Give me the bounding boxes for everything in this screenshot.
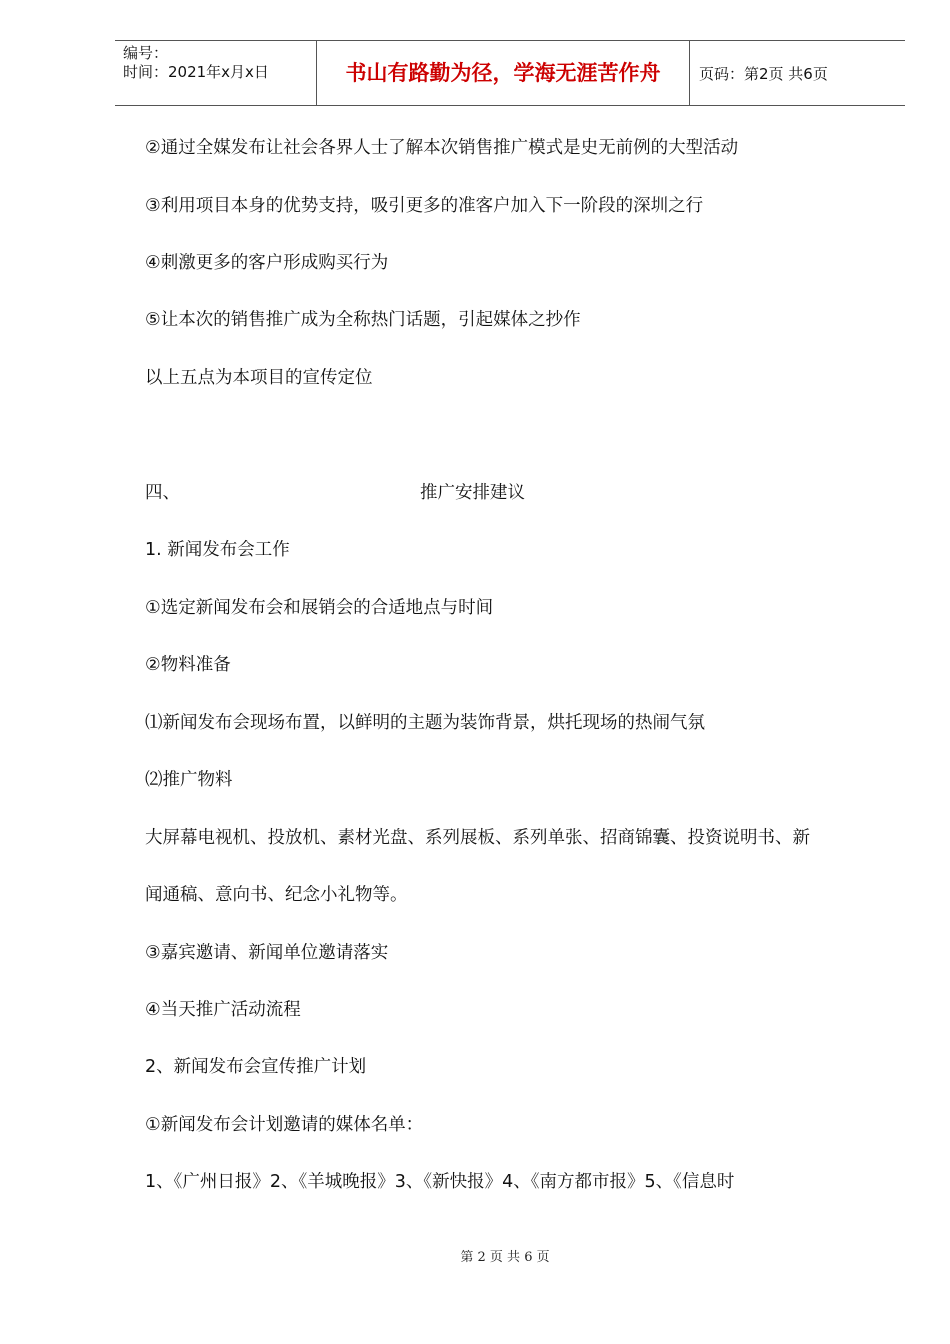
body-line: 以上五点为本项目的宣传定位 (145, 368, 373, 388)
header-page-info: 页码：第2页 共6页 (699, 65, 828, 83)
body-line: ⑵推广物料 (145, 770, 233, 790)
body-line: ③利用项目本身的优势支持，吸引更多的准客户加入下一阶段的深圳之行 (145, 196, 704, 216)
date-label: 时间：2021年x月x日 (123, 63, 269, 81)
page-header (115, 40, 905, 106)
body-line: ④刺激更多的客户形成购买行为 (145, 253, 389, 273)
page-footer: 第 2 页 共 6 页 (460, 1250, 550, 1265)
body-line: 大屏幕电视机、投放机、素材光盘、系列展板、系列单张、招商锦囊、投资说明书、新 (145, 828, 810, 848)
section-title: 推广安排建议 (420, 483, 525, 503)
body-line: ④当天推广活动流程 (145, 1000, 301, 1020)
subsection-heading: 2、新闻发布会宣传推广计划 (145, 1057, 367, 1077)
subsection-heading: 1. 新闻发布会工作 (145, 540, 290, 560)
header-meta (123, 44, 313, 82)
body-line: 1、《广州日报》2、《羊城晚报》3、《新快报》4、《南方都市报》5、《信息时 (145, 1172, 735, 1192)
serial-number-label: 编号： (123, 44, 169, 62)
body-line: ②物料准备 (145, 655, 231, 675)
body-line: ①选定新闻发布会和展销会的合适地点与时间 (145, 598, 494, 618)
body-line: 闻通稿、意向书、纪念小礼物等。 (145, 885, 408, 905)
section-number: 四、 (145, 483, 180, 503)
body-line: ⑤让本次的销售推广成为全称热门话题，引起媒体之抄作 (145, 310, 581, 330)
body-line: ①新闻发布会计划邀请的媒体名单： (145, 1115, 424, 1135)
body-line: ⑴新闻发布会现场布置，以鲜明的主题为装饰背景，烘托现场的热闹气氛 (145, 713, 705, 733)
header-motto: 书山有路勤为径，学海无涯苦作舟 (345, 61, 661, 85)
body-line: ③嘉宾邀请、新闻单位邀请落实 (145, 943, 389, 963)
header-divider-right (689, 41, 690, 105)
body-line: ②通过全媒发布让社会各界人士了解本次销售推广模式是史无前例的大型活动 (145, 138, 739, 158)
